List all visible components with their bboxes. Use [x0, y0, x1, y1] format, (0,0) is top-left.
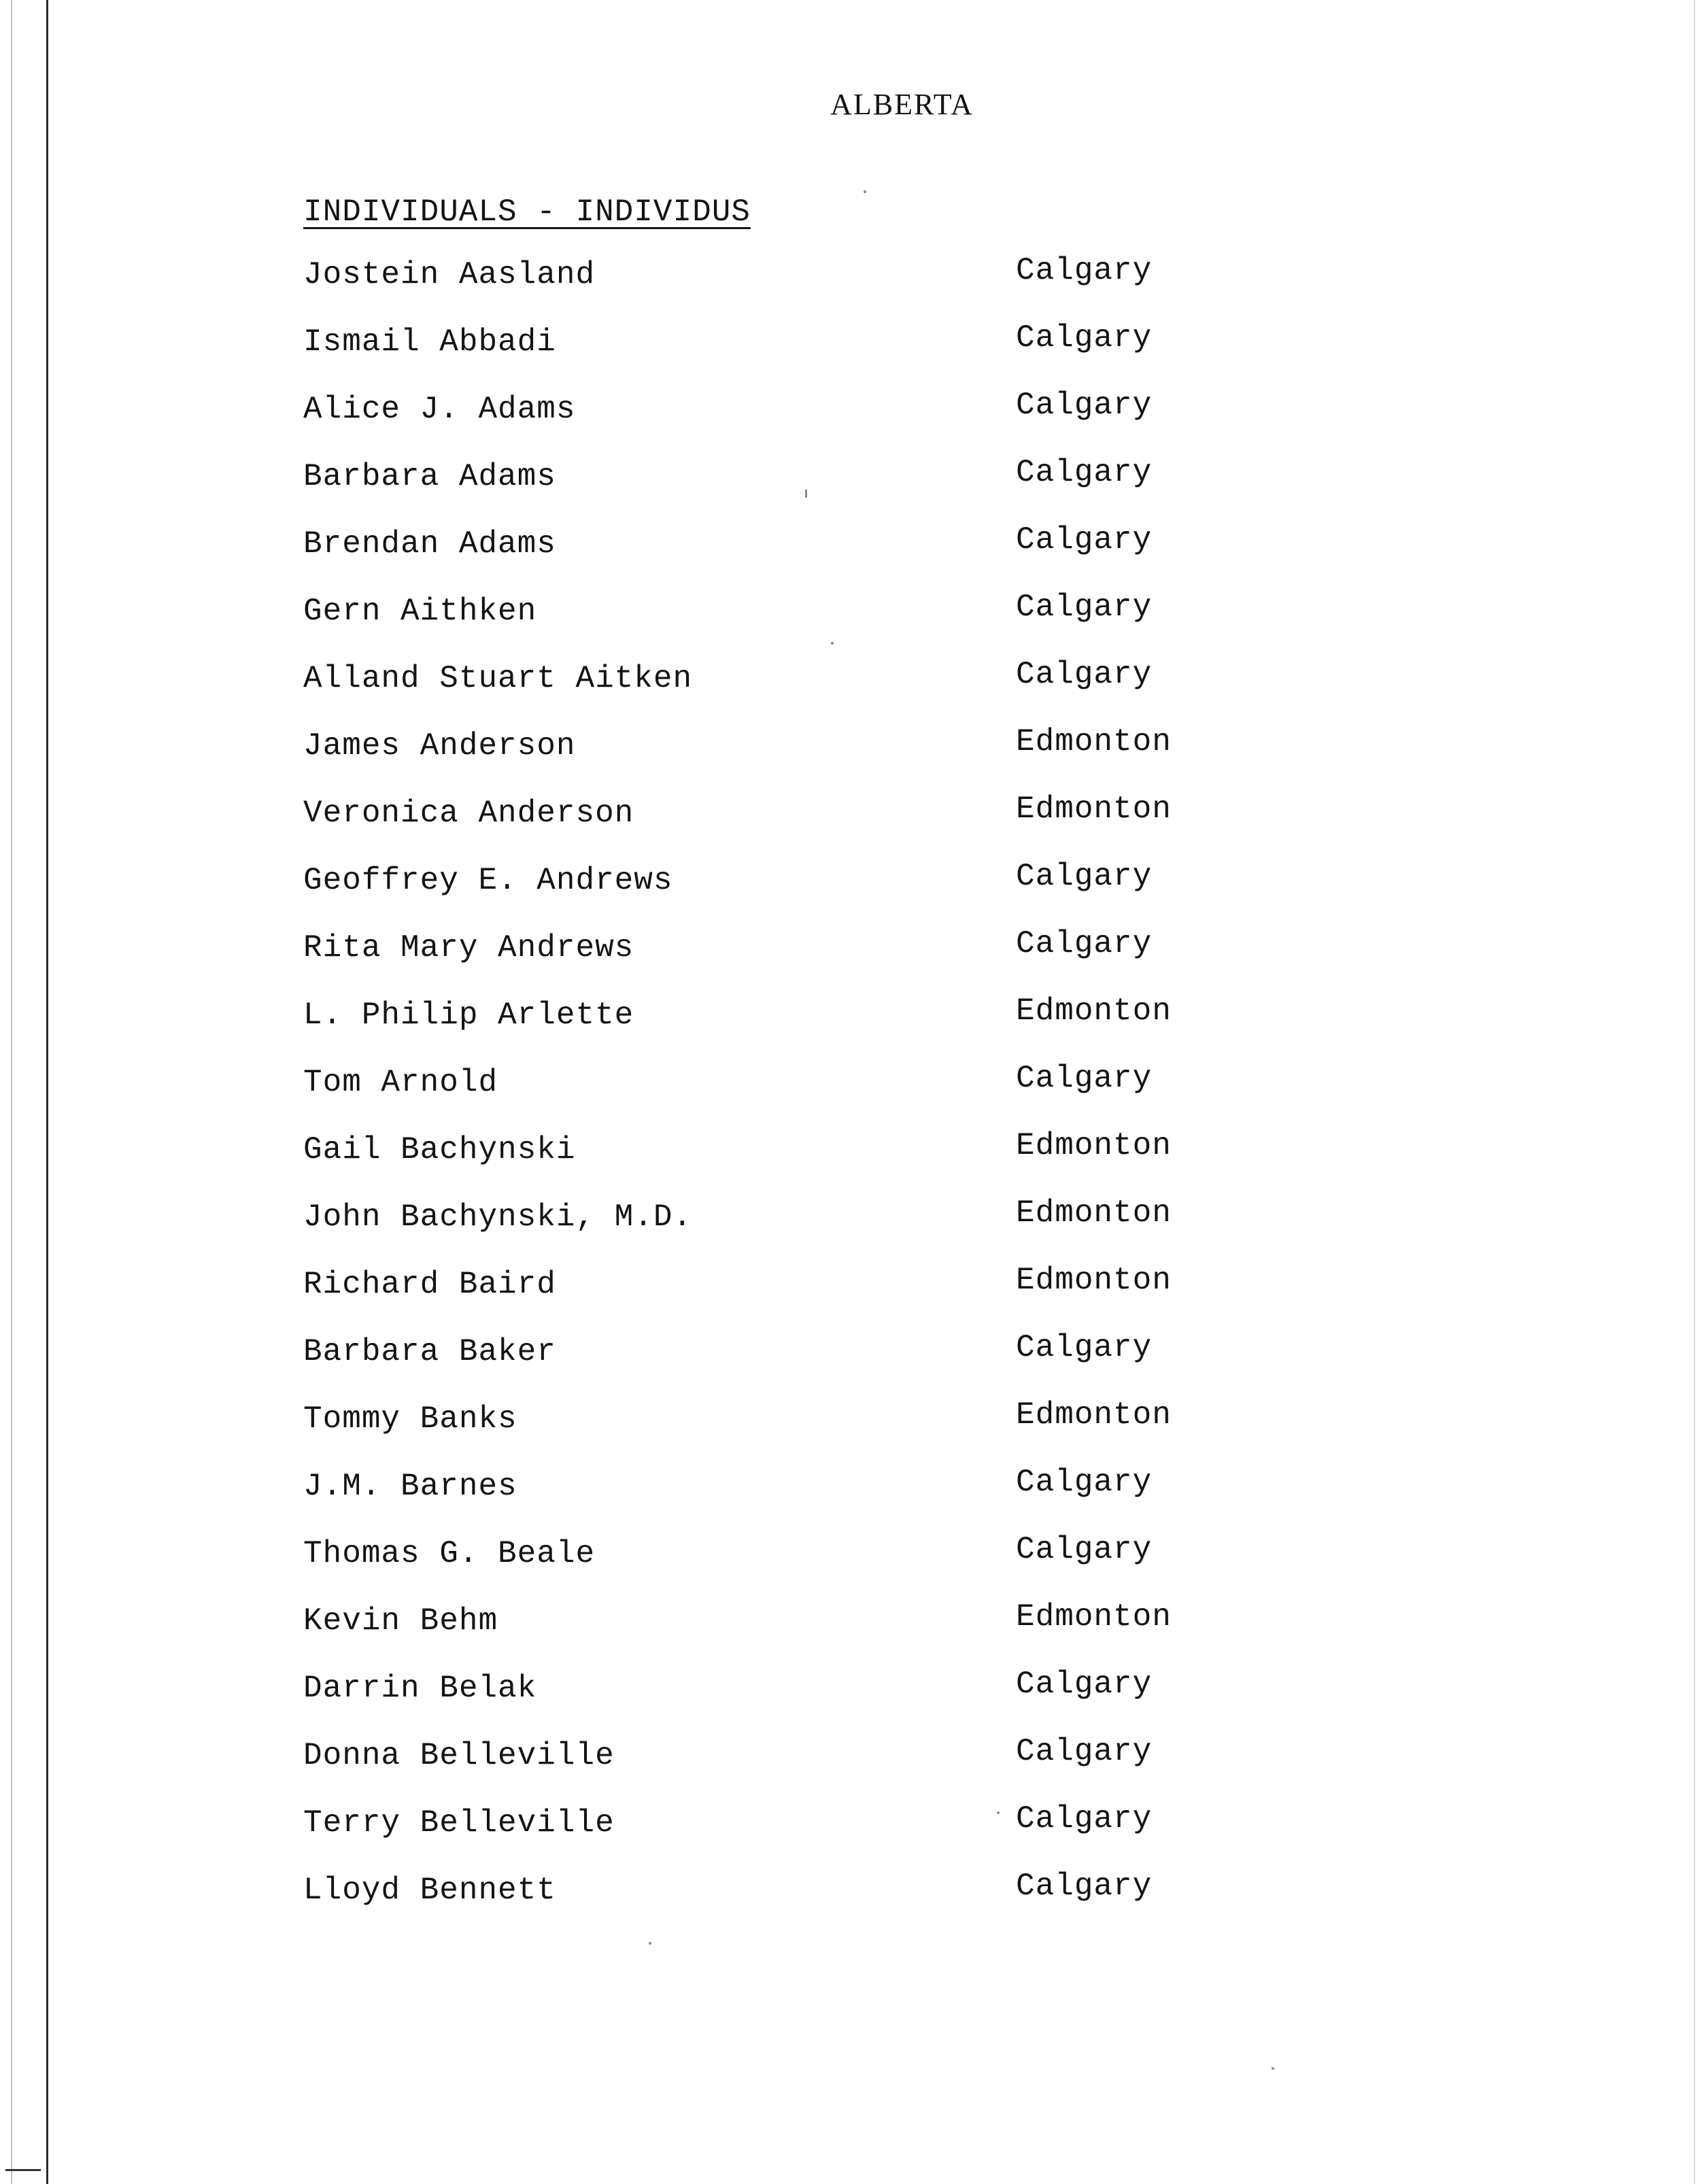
individual-name: L. Philip Arlette — [303, 997, 634, 1033]
individual-city: Edmonton — [1016, 1128, 1172, 1163]
individual-city: Edmonton — [1016, 1263, 1172, 1298]
list-item — [303, 926, 1255, 997]
list-item — [303, 1532, 1255, 1603]
individual-name: J.M. Barnes — [303, 1469, 517, 1504]
list-item — [303, 724, 1255, 796]
individual-city: Edmonton — [1016, 1397, 1172, 1433]
individual-city: Calgary — [1016, 590, 1153, 625]
individual-name: Lloyd Bennett — [303, 1873, 556, 1908]
individual-city: Edmonton — [1016, 1195, 1172, 1231]
list-item — [303, 1599, 1255, 1671]
individual-name: Thomas G. Beale — [303, 1536, 596, 1571]
list-item — [303, 388, 1255, 459]
section-heading: INDIVIDUALS - INDIVIDUS — [303, 194, 751, 230]
individual-city: Calgary — [1016, 320, 1153, 356]
individual-name: Barbara Baker — [303, 1334, 556, 1369]
individual-name: Jostein Aasland — [303, 257, 596, 292]
list-item — [303, 1128, 1255, 1199]
corner-mark — [5, 2169, 41, 2171]
individual-city: Calgary — [1016, 1801, 1153, 1837]
individual-name: Veronica Anderson — [303, 796, 634, 831]
scan-edge-line — [11, 0, 12, 2184]
individual-name: Tom Arnold — [303, 1065, 498, 1100]
list-item — [303, 455, 1255, 526]
individual-city: Calgary — [1016, 253, 1153, 288]
list-item — [303, 253, 1255, 324]
individual-city: Calgary — [1016, 657, 1153, 692]
individual-name: Alice J. Adams — [303, 392, 576, 427]
list-item — [303, 1667, 1255, 1738]
individual-city: Calgary — [1016, 1061, 1153, 1096]
list-item — [303, 657, 1255, 728]
left-margin-rule — [46, 0, 48, 2184]
individual-name: Ismail Abbadi — [303, 324, 556, 360]
individual-city: Calgary — [1016, 1532, 1153, 1567]
individual-name: Kevin Behm — [303, 1603, 498, 1639]
individuals-list — [303, 253, 1255, 1940]
list-item — [303, 320, 1255, 392]
individual-city: Calgary — [1016, 1869, 1153, 1904]
list-item — [303, 1061, 1255, 1132]
individual-city: Calgary — [1016, 859, 1153, 894]
individual-city: Edmonton — [1016, 724, 1172, 760]
individual-name: Terry Belleville — [303, 1805, 615, 1841]
individual-name: John Bachynski, M.D. — [303, 1199, 693, 1235]
list-item — [303, 590, 1255, 661]
individual-city: Calgary — [1016, 1465, 1153, 1500]
list-item — [303, 1869, 1255, 1940]
individual-city: Calgary — [1016, 522, 1153, 558]
individual-name: Geoffrey E. Andrews — [303, 863, 673, 898]
list-item — [303, 791, 1255, 863]
list-item — [303, 1330, 1255, 1401]
right-scan-edge — [1694, 0, 1695, 2184]
scan-speck — [649, 1942, 651, 1945]
individual-city: Edmonton — [1016, 791, 1172, 827]
list-item — [303, 859, 1255, 930]
individual-name: Tommy Banks — [303, 1401, 517, 1437]
list-item — [303, 1263, 1255, 1334]
individual-name: Gern Aithken — [303, 594, 537, 629]
individual-name: Darrin Belak — [303, 1671, 537, 1706]
individual-name: Donna Belleville — [303, 1738, 615, 1773]
individual-name: Alland Stuart Aitken — [303, 661, 693, 696]
individual-name: Brendan Adams — [303, 526, 556, 562]
individual-name: Barbara Adams — [303, 459, 556, 494]
individual-city: Edmonton — [1016, 993, 1172, 1029]
scan-speck — [1272, 2067, 1274, 2070]
individual-city: Calgary — [1016, 455, 1153, 490]
individual-name: James Anderson — [303, 728, 576, 764]
list-item — [303, 522, 1255, 594]
list-item — [303, 1465, 1255, 1536]
individual-name: Rita Mary Andrews — [303, 930, 634, 966]
list-item — [303, 1801, 1255, 1873]
list-item — [303, 1397, 1255, 1469]
individual-city: Calgary — [1016, 388, 1153, 423]
individual-name: Richard Baird — [303, 1267, 556, 1302]
individual-name: Gail Bachynski — [303, 1132, 576, 1167]
individual-city: Calgary — [1016, 1667, 1153, 1702]
individual-city: Calgary — [1016, 926, 1153, 961]
individual-city: Calgary — [1016, 1734, 1153, 1769]
individual-city: Edmonton — [1016, 1599, 1172, 1635]
list-item — [303, 993, 1255, 1065]
scan-speck — [864, 190, 866, 193]
list-item — [303, 1734, 1255, 1805]
list-item — [303, 1195, 1255, 1267]
individual-city: Calgary — [1016, 1330, 1153, 1365]
province-title: ALBERTA — [830, 88, 974, 121]
